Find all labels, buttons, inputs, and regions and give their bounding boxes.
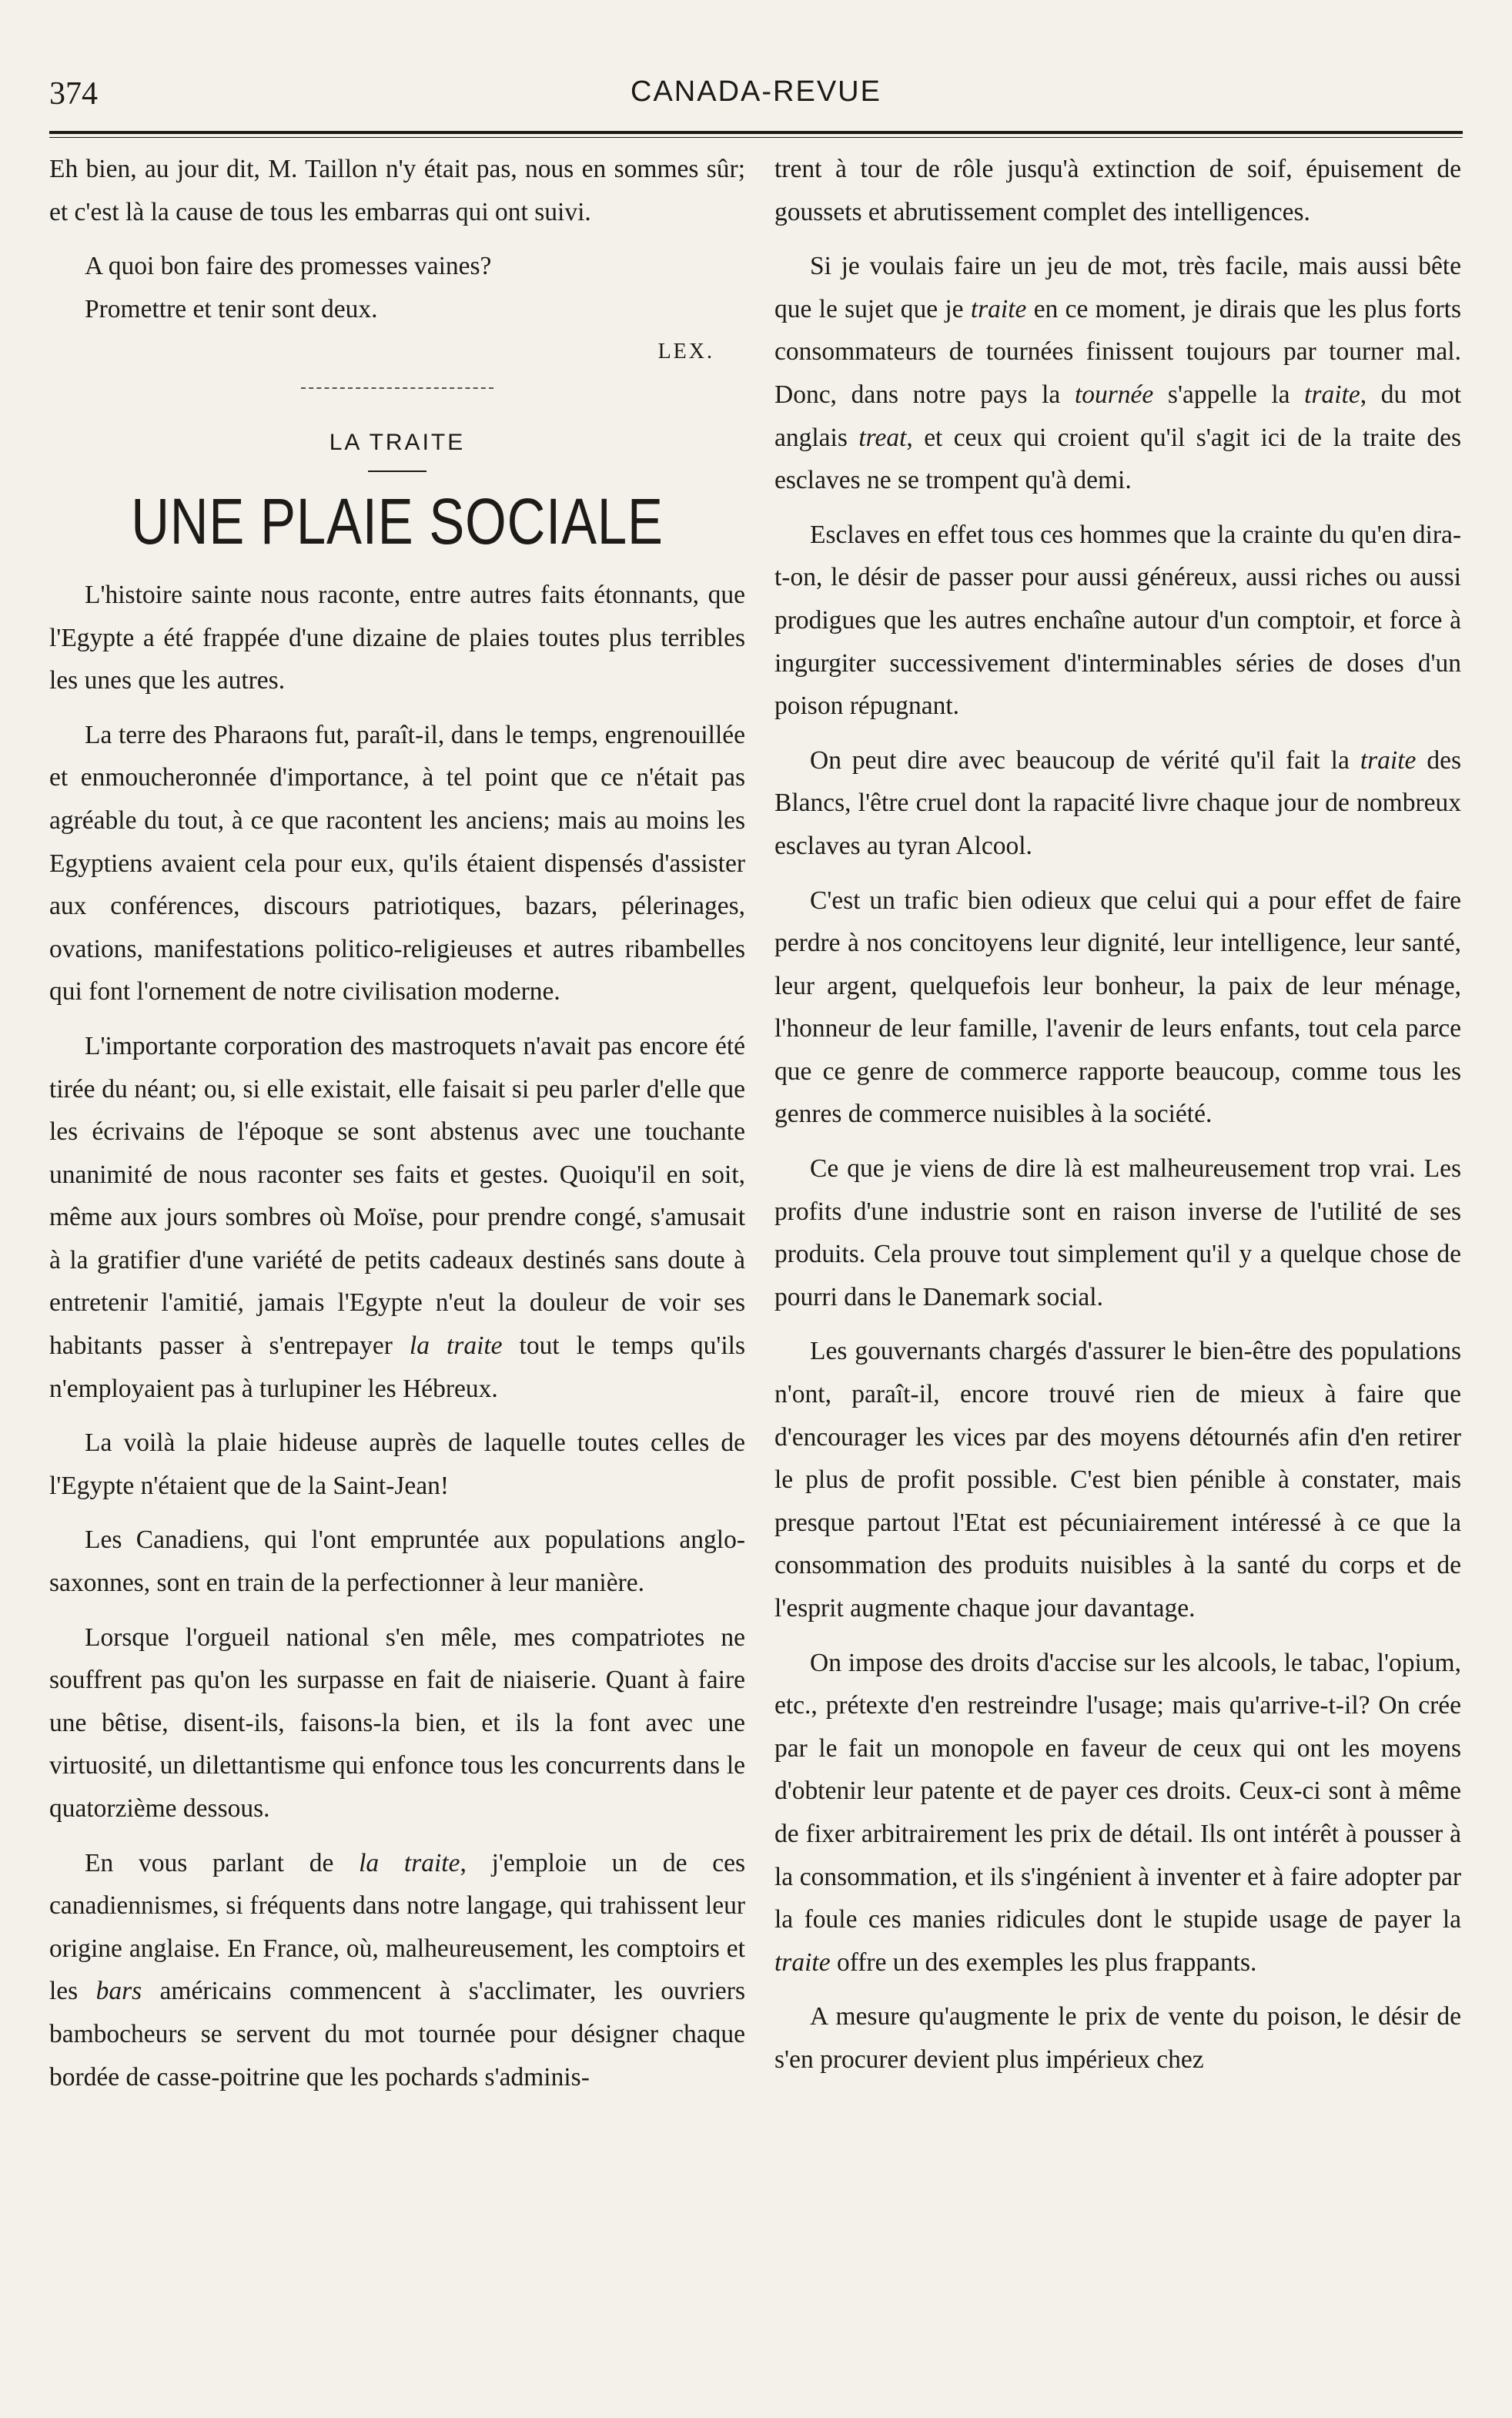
text-run: offre un des exemples les plus frappants. xyxy=(836,1947,1257,1977)
section-divider xyxy=(301,387,493,389)
article-paragraph: Les Canadiens, qui l'ont empruntée aux populations anglo-saxonnes, sont en train de la perfectionner à leur manière. xyxy=(49,1525,745,1598)
text-run: s'appelle la xyxy=(1167,380,1290,409)
article-paragraph xyxy=(774,739,1461,868)
intro-paragraph: A quoi bon faire des promesses vaines? xyxy=(85,252,492,281)
left-column xyxy=(49,148,745,2098)
header-rule-thin xyxy=(49,137,1463,138)
page-header xyxy=(49,71,1463,117)
title-rule xyxy=(368,471,427,472)
italic-term: la traite xyxy=(359,1848,460,1877)
text-run: des Blancs, l'être cruel dont la rapacité livre chaque jour de nombreux esclaves au tyran Alcool. xyxy=(774,745,1462,860)
italic-term: traite xyxy=(774,1947,831,1977)
article-paragraph: Lorsque l'orgueil national s'en mêle, mes compatriotes ne souffrent pas qu'on les surpasse en fait de niaiserie. Quant à faire une bêtise, disent-ils, faisons-la bien, et ils la font avec une virtuosité, un dilettantisme qui enfonce tous les concurrents dans le quatorzième dessous. xyxy=(49,1623,745,1823)
intro-paragraph: Promettre et tenir sont deux. xyxy=(85,294,378,323)
text-run: L'importante corporation des mastroquets n'avait pas encore été tirée du néant; ou, si elle existait, elle faisait si peu parler d'elle que les écrivains de l'époque se sont abstenus avec une touchante unanimité de nous raconter ses faits et gestes. Quoiqu'il en soit, même aux jours sombres où Moïse, pour prendre congé, s'amusait à la gratifier d'une variété de petits cadeaux destinés sans doute à entretenir l'amitié, jamais l'Egypte n'eut la douleur de voir ses habitants passer à s'entrepayer xyxy=(49,1031,745,1361)
italic-term: traite xyxy=(1304,380,1360,409)
running-title: CANADA-REVUE xyxy=(631,75,881,108)
text-run: , et ceux qui croient qu'il s'agit ici de la traite des esclaves ne se trompent qu'à demi. xyxy=(774,423,1462,495)
text-run: , du mot anglais xyxy=(774,380,1462,452)
article-paragraph: L'histoire sainte nous raconte, entre autres faits étonnants, que l'Egypte a été frappée d'une dizaine de plaies toutes plus terribles les unes que les autres. xyxy=(49,580,745,695)
text-run: en ce moment, je dirais que les plus forts consommateurs de tournées finissent toujours par tourner mal. Donc, dans notre pays la xyxy=(774,294,1461,409)
article-headline: UNE PLAIE SOCIALE xyxy=(131,484,664,558)
article-paragraph: La voilà la plaie hideuse auprès de laquelle toutes celles de l'Egypte n'étaient que de la Saint-Jean! xyxy=(49,1428,745,1500)
article-paragraph xyxy=(49,1842,745,2099)
article-paragraph: trent à tour de rôle jusqu'à extinction de soif, épuisement de goussets et abrutissement complet des intelligences. xyxy=(774,155,1461,226)
article-paragraph: Les gouvernants chargés d'assurer le bien-être des populations n'ont, paraît-il, encore trouvé rien de mieux à faire que d'encourager les vices par des moyens détournés afin d'en retirer le plus de profit possible. C'est bien pénible à constater, mais presque partout l'Etat est pécuniairement intéressé à ce que la consommation des produits nuisibles à la santé du corps et de l'esprit augmente chaque jour davantage. xyxy=(774,1337,1461,1623)
text-run: tout le temps qu'ils n'employaient pas à turlupiner les Hébreux. xyxy=(49,1331,746,1403)
article-paragraph: Esclaves en effet tous ces hommes que la crainte du qu'en dira-t-on, le désir de passer pour aussi généreux, aussi riches ou aussi prodigues que les autres enchaîne autour d'un comptoir, et force à ingurgiter successivement d'interminables séries de doses d'un poison répugnant. xyxy=(774,520,1461,721)
italic-term: bars xyxy=(95,1977,142,2006)
italic-term: tournée xyxy=(1074,380,1154,409)
text-run: On peut dire avec beaucoup de vérité qu'il fait la xyxy=(810,745,1350,775)
header-rule-thick xyxy=(49,131,1463,134)
text-run: , j'emploie un de ces canadiennismes, si fréquents dans notre langage, qui trahissent leur origine anglaise. En France, où, malheureusement, les comptoirs et les xyxy=(49,1848,745,2006)
article-paragraph: A mesure qu'augmente le prix de vente du poison, le désir de s'en procurer devient plus impérieux chez xyxy=(774,2002,1461,2074)
text-run: En vous parlant de xyxy=(85,1848,334,1877)
text-run: Si je voulais faire un jeu de mot, très facile, mais aussi bête que le sujet que je xyxy=(774,252,1461,323)
text-run: américains commencent à s'acclimater, les ouvriers bambocheurs se servent du mot tournée pour désigner chaque bordée de casse-poitrine que les pochards s'adminis- xyxy=(49,1977,745,2091)
page-number: 374 xyxy=(49,76,98,112)
italic-term: traite xyxy=(970,294,1027,323)
italic-term: treat xyxy=(858,423,907,452)
italic-term: traite xyxy=(1360,745,1417,775)
italic-term: la traite xyxy=(409,1331,503,1361)
text-run: On impose des droits d'accise sur les alcools, le tabac, l'opium, etc., prétexte d'en restreindre l'usage; mais qu'arrive-t-il? On crée par le fait un monopole en faveur de ceux qui ont les moyens d'obtenir leur patente et de payer ces droits. Ceux-ci sont à même de fixer arbitrairement les prix de détail. Ils ont intérêt à pousser à la consommation, et ils s'ingénient à inventer et à faire adopter par la foule ces manies ridicules dont le stupide usage de payer la xyxy=(774,1648,1461,1934)
article-paragraph xyxy=(774,1642,1461,1984)
article-paragraph: C'est un trafic bien odieux que celui qui a pour effet de faire perdre à nos concitoyens leur dignité, leur intelligence, leur santé, leur argent, quelquefois leur bonheur, la paix de leur ménage, l'honneur de leur famille, l'avenir de leurs enfants, tout cela parce que ce genre de commerce rapporte beaucoup, comme tous les genres de commerce nuisibles à la société. xyxy=(774,886,1461,1129)
article-paragraph xyxy=(774,245,1461,502)
signature: LEX. xyxy=(657,340,714,364)
right-column xyxy=(774,148,1461,2081)
section-label: LA TRAITE xyxy=(329,429,466,455)
article-paragraph: Ce que je viens de dire là est malheureusement trop vrai. Les profits d'une industrie sont en raison inverse de l'utilité de ses produits. Cela prouve tout simplement qu'il y a quelque chose de pourri dans le Danemark social. xyxy=(774,1154,1461,1311)
intro-paragraph: Eh bien, au jour dit, M. Taillon n'y était pas, nous en sommes sûr; et c'est là la cause de tous les embarras qui ont suivi. xyxy=(49,155,745,226)
article-paragraph: La terre des Pharaons fut, paraît-il, dans le temps, engrenouillée et enmoucheronnée d'importance, à tel point que ce n'était pas agréable du tout, à ce que racontent les anciens; mais au moins les Egyptiens avaient cela pour eux, qu'ils étaient dispensés d'assister aux conférences, discours patriotiques, bazars, pélerinages, ovations, manifestations politico-religieuses et autres ribambelles qui font l'ornement de notre civilisation moderne. xyxy=(49,720,745,1006)
article-paragraph xyxy=(49,1025,745,1410)
